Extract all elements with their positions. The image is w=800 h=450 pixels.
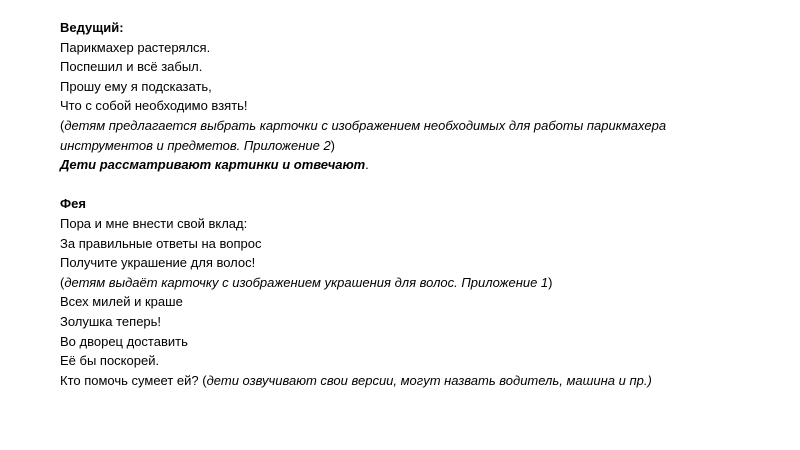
verse-line: Её бы поскорей. — [60, 353, 160, 369]
paren-close: ) — [548, 274, 553, 290]
stage-direction-text: детям предлагается выбрать карточки с изображением необходимых для работы парикмахера — [64, 117, 667, 133]
paren-close: ) — [330, 137, 336, 153]
verse-line: Получите украшение для волос! — [60, 255, 256, 271]
stage-direction — [60, 273, 666, 293]
paren-open: ( — [60, 274, 65, 290]
blank-line — [60, 175, 666, 195]
verse-line: Золушка теперь! — [60, 313, 162, 329]
stage-direction-text: Дети рассматривают картинки и отвечают — [60, 157, 366, 173]
stage-direction-text: инструментов и предметов. Приложение 2 — [60, 137, 331, 153]
verse-line: За правильные ответы на вопрос — [60, 235, 262, 251]
verse-line: Поспешил и всё забыл. — [60, 59, 203, 75]
verse-line: Пора и мне внести свой вклад: — [60, 215, 248, 231]
stage-direction — [60, 116, 666, 136]
verse-line: Парикмахер растерялся. — [60, 39, 211, 55]
verse-line: Прошу ему я подсказать, — [60, 78, 212, 94]
verse-line: Во дворец доставить — [60, 333, 188, 349]
period: . — [365, 157, 369, 173]
speaker-heading-fairy: Фея — [60, 196, 86, 212]
stage-direction-text: дети озвучивают свои версии, могут назвать водитель, машина и пр.) — [206, 372, 652, 388]
stage-direction-text: детям выдаёт карточку с изображением украшения для волос. Приложение 1 — [64, 274, 549, 290]
verse-line: Что с собой необходимо взять! — [60, 98, 248, 114]
verse-line-with-direction — [60, 371, 666, 391]
verse-line: Всех милей и краше — [60, 294, 183, 310]
stage-direction — [60, 136, 666, 156]
stage-direction-bold — [60, 155, 666, 175]
verse-text: Кто помочь сумеет ей? ( — [60, 372, 207, 388]
speaker-heading-host: Ведущий: — [60, 20, 124, 35]
paren-open: ( — [60, 117, 65, 133]
document-body — [60, 18, 666, 390]
